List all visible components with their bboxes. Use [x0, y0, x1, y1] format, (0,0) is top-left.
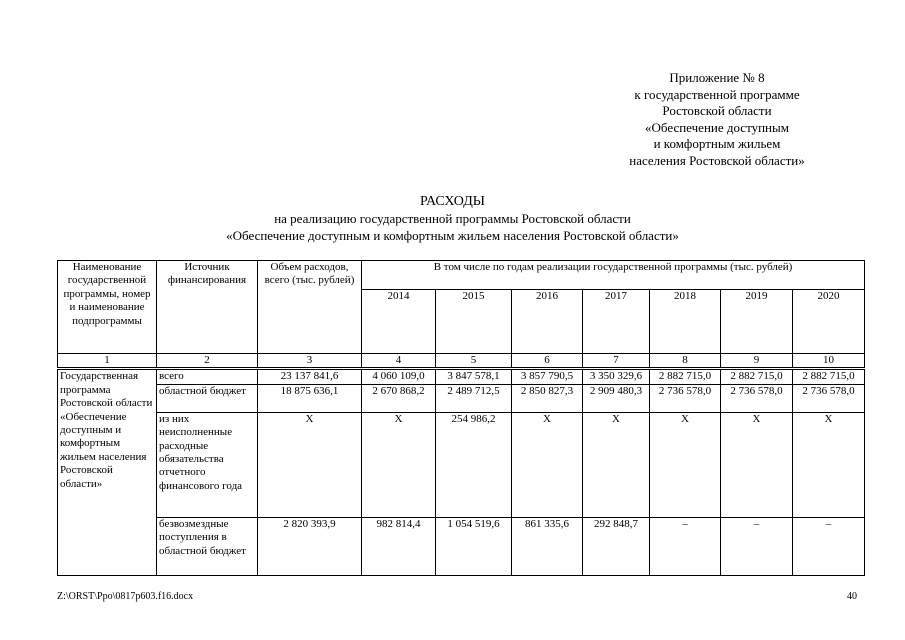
appendix-line: и комфортным жильем	[653, 136, 781, 151]
header-source: Источник финансирования	[157, 261, 258, 354]
year-value: 2 489 712,5	[436, 384, 512, 412]
source-cell: областной бюджет	[157, 384, 258, 412]
year-value: –	[650, 517, 721, 575]
year-value: 2 850 827,3	[512, 384, 583, 412]
year-value: 2 736 578,0	[650, 384, 721, 412]
col-number: 4	[362, 354, 436, 369]
year-value: 2 736 578,0	[721, 384, 793, 412]
appendix-line: к государственной программе	[634, 86, 800, 102]
source-cell: из них неисполненные расходные обязательства отчетного финансового года	[157, 412, 258, 517]
heading-subtitle: на реализацию государственной программы Ростовской области	[274, 211, 631, 226]
year-value: Х	[721, 412, 793, 517]
year-value: 292 848,7	[583, 517, 650, 575]
year-value: 3 847 578,1	[436, 369, 512, 384]
year-value: 2 670 868,2	[362, 384, 436, 412]
col-number: 10	[793, 354, 865, 369]
year-value: 2 736 578,0	[793, 384, 865, 412]
year-value: Х	[512, 412, 583, 517]
year-value: –	[721, 517, 793, 575]
year-value: Х	[583, 412, 650, 517]
header-year: 2014	[362, 290, 436, 354]
col-number: 6	[512, 354, 583, 369]
year-value: 2 909 480,3	[583, 384, 650, 412]
header-year: 2016	[512, 290, 583, 354]
year-value: 2 882 715,0	[650, 369, 721, 384]
col-number: 3	[258, 354, 362, 369]
expenses-table	[57, 260, 865, 576]
document-heading	[0, 193, 905, 244]
table-row	[58, 369, 865, 384]
table-row	[58, 517, 865, 575]
appendix-block	[587, 70, 847, 169]
col-number: 2	[157, 354, 258, 369]
program-name-cell: Государственная программа Ростовской области «Обеспечение доступным и комфортным жильем населения Ростовской области»	[58, 369, 157, 575]
header-volume: Объем расходов, всего (тыс. рублей)	[258, 261, 362, 354]
year-value: –	[793, 517, 865, 575]
appendix-line: Приложение № 8	[669, 70, 765, 85]
year-value: Х	[362, 412, 436, 517]
heading-program-name: «Обеспечение доступным и комфортным жильем населения Ростовской области»	[226, 228, 679, 243]
table-row	[58, 412, 865, 517]
col-number: 8	[650, 354, 721, 369]
total-cell: 23 137 841,6	[258, 369, 362, 384]
year-value: Х	[793, 412, 865, 517]
appendix-line: «Обеспечение доступным	[645, 119, 789, 135]
header-year: 2018	[650, 290, 721, 354]
year-value: 3 857 790,5	[512, 369, 583, 384]
col-number: 1	[58, 354, 157, 369]
year-value: 4 060 109,0	[362, 369, 436, 384]
header-year: 2020	[793, 290, 865, 354]
footer-page-number: 40	[847, 591, 857, 602]
year-value: 861 335,6	[512, 517, 583, 575]
header-name: Наименование государственной программы, номер и наименование подпрограммы	[58, 261, 157, 354]
col-number: 7	[583, 354, 650, 369]
header-by-years: В том числе по годам реализации государственной программы (тыс. рублей)	[362, 261, 865, 290]
header-year: 2019	[721, 290, 793, 354]
source-cell: всего	[157, 369, 258, 384]
total-cell: 2 820 393,9	[258, 517, 362, 575]
total-cell: 18 875 636,1	[258, 384, 362, 412]
appendix-line: Ростовской области	[662, 103, 772, 118]
header-year: 2017	[583, 290, 650, 354]
col-number: 5	[436, 354, 512, 369]
table-row	[58, 384, 865, 412]
year-value: 1 054 519,6	[436, 517, 512, 575]
heading-title: РАСХОДЫ	[420, 194, 485, 209]
footer-file-path: Z:\ORST\Ppo\0817p603.f16.docx	[57, 591, 194, 602]
header-year: 2015	[436, 290, 512, 354]
year-value: 982 814,4	[362, 517, 436, 575]
year-value: 2 882 715,0	[793, 369, 865, 384]
appendix-line: населения Ростовской области»	[629, 152, 805, 168]
year-value: 3 350 329,6	[583, 369, 650, 384]
source-cell: безвозмездные поступления в областной бюджет	[157, 517, 258, 575]
col-number: 9	[721, 354, 793, 369]
year-value: 254 986,2	[436, 412, 512, 517]
year-value: 2 882 715,0	[721, 369, 793, 384]
total-cell: Х	[258, 412, 362, 517]
year-value: Х	[650, 412, 721, 517]
